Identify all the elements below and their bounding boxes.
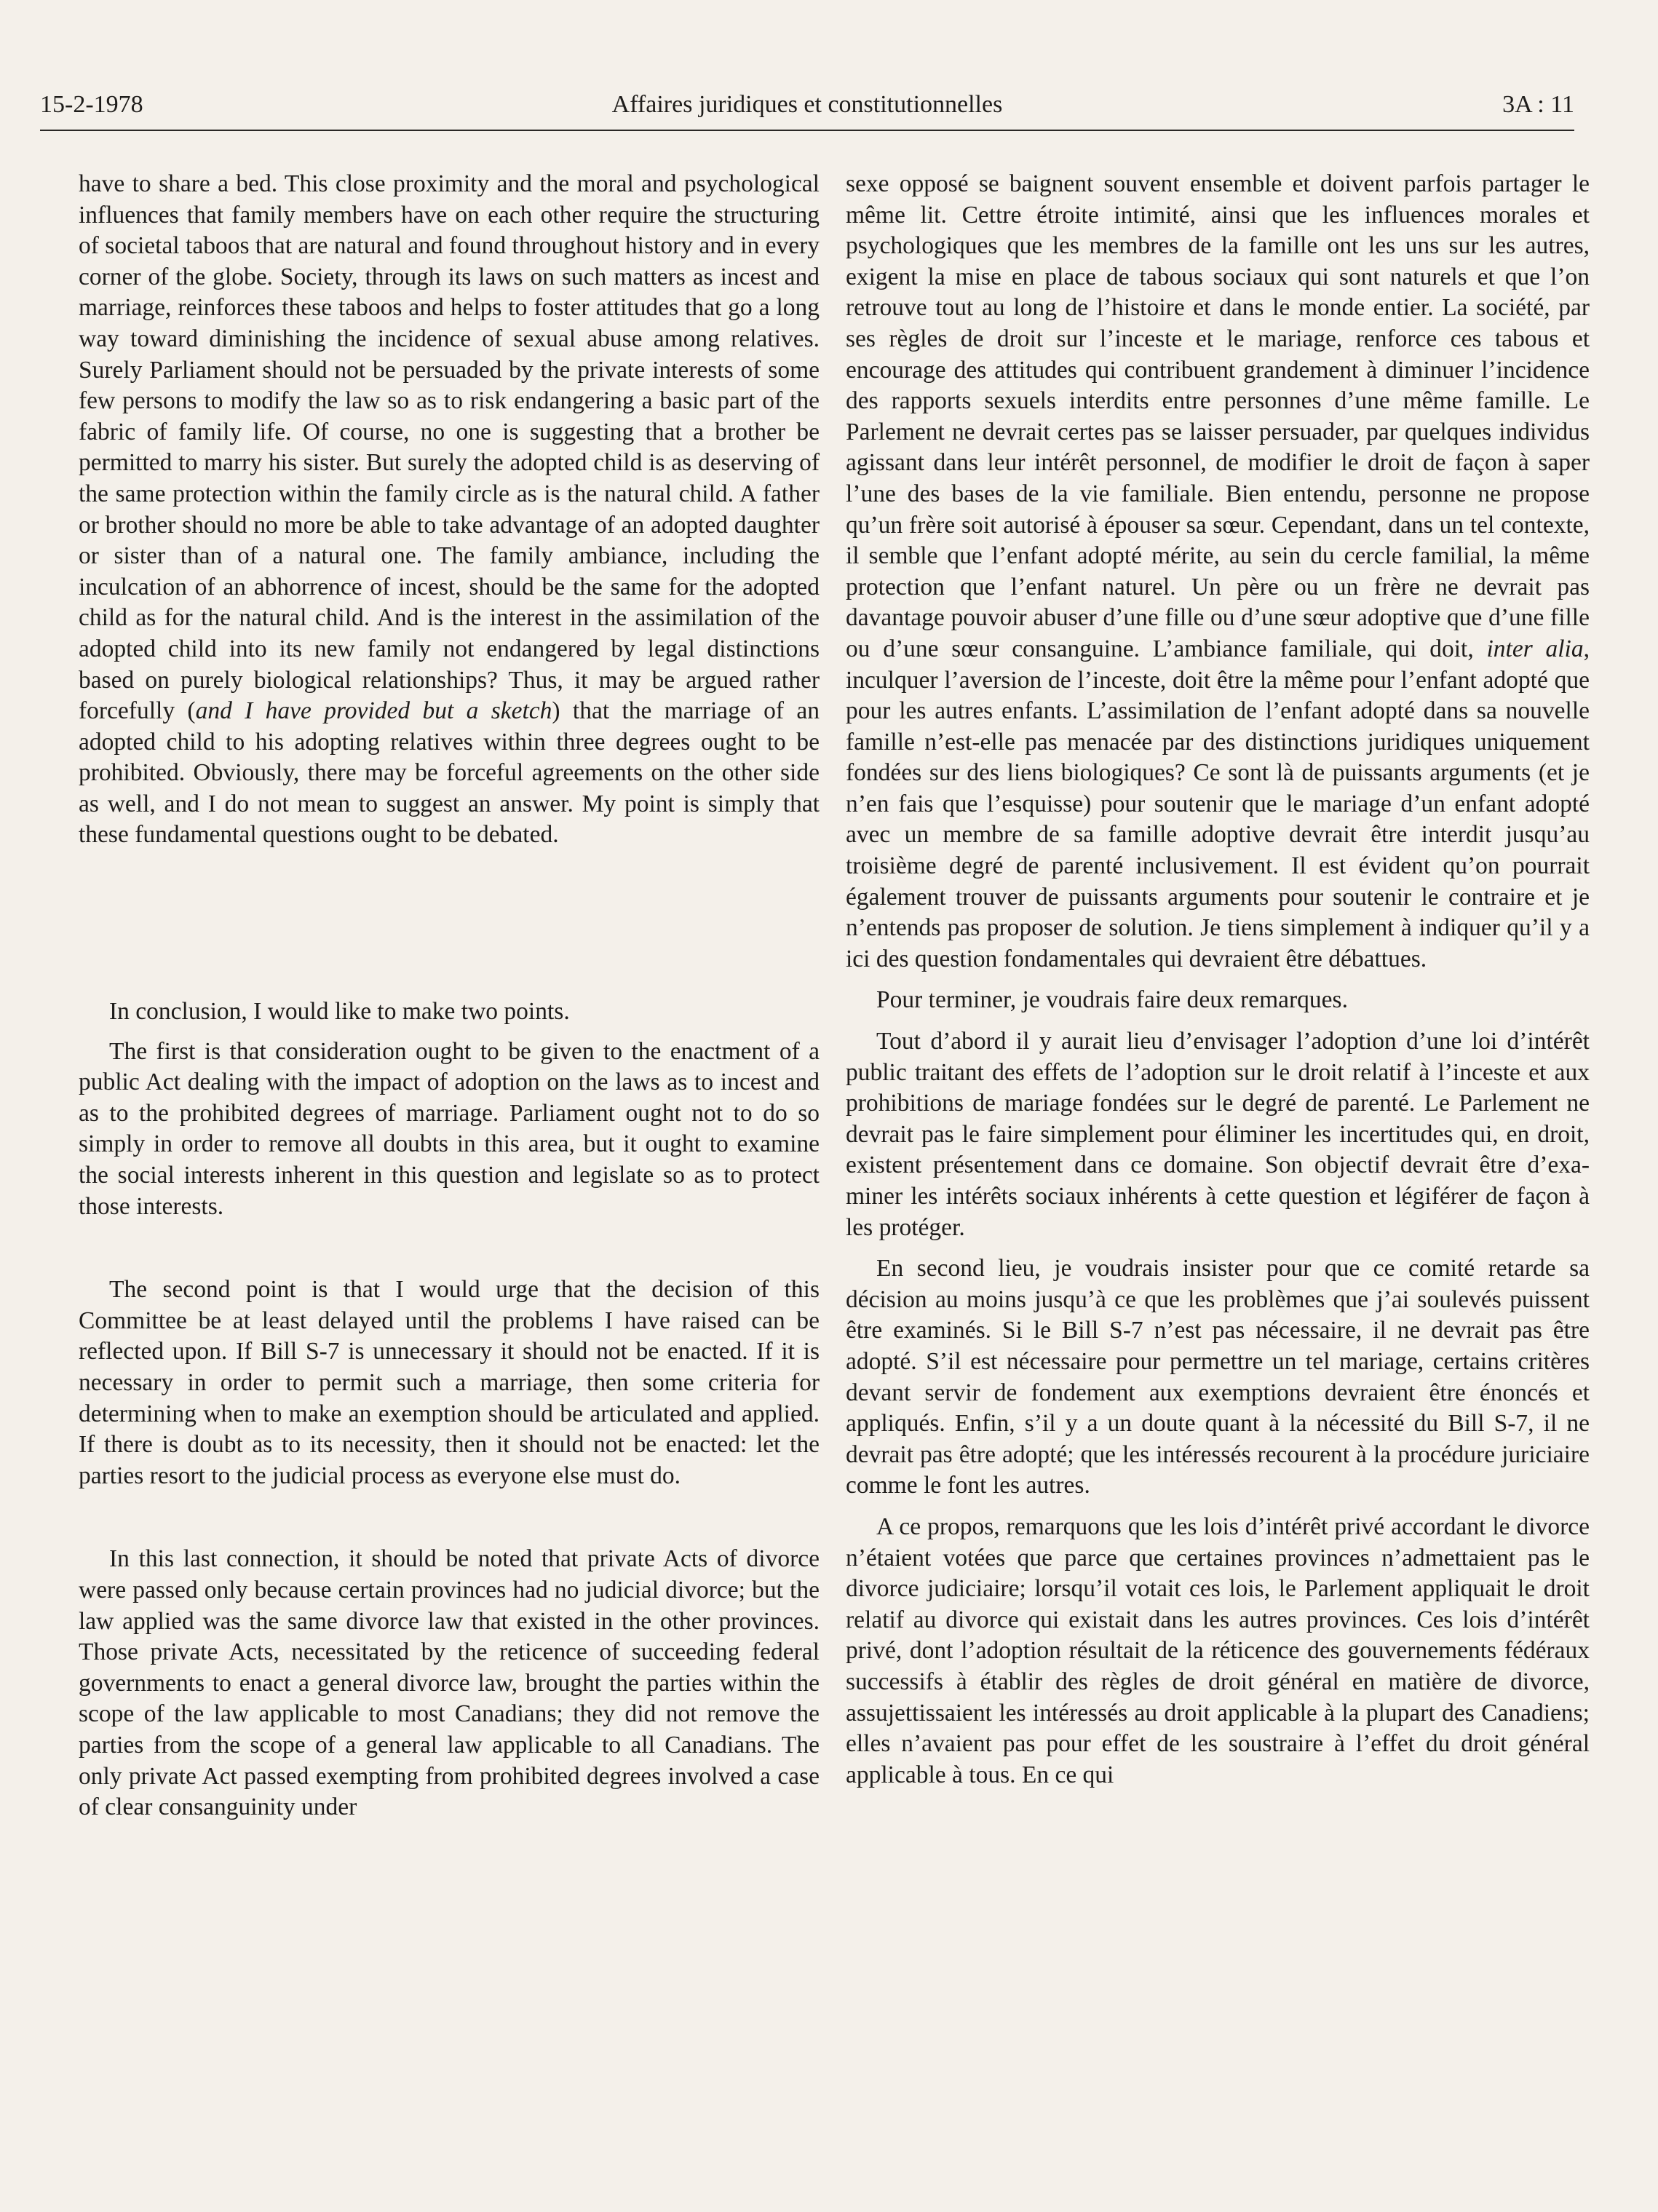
english-paragraph-5: In this last connection, it should be noted that private Acts of divorce were passed only because certain provinces had no judicial divorce; but the law applied was the same divorce law that existed in the other provinces. Those private Acts, necessitated by the reticence of succeeding federal governments to enact a general divorce law, brought the parties within the scope of the law applicable to most Canadians; they did not remove the parties from the scope of a general law applicable to all Canadians. The only private Act passed exempting from prohibited degrees involved a case of clear consanguinity under: [79, 1545, 820, 1821]
english-paragraph-1-text-b: ) that the marriage of an adopted child to his adopting relatives within three degrees ought to be prohibited. Obviously, there may be forceful agreements on the other side as well, and I do not mean to suggest an answer. My point is simply that these fundamental questions ought to be debated.: [79, 697, 820, 849]
header-page-number: 3A : 11: [1502, 91, 1574, 118]
english-paragraph-1-text-a: have to share a bed. This close proximity and the moral and psychological influences that family members have on each other require the structuring of societal taboos that are natural and found throughout history and in every corner of the globe. Society, through its laws on such matters as incest and marriage, reinforces these taboos and helps to foster attitudes that go a long way toward diminishing the incidence of sexual abuse among relatives. Surely Parliament should not be persuaded by the private interests of some few persons to modify the law so as to risk endangering a basic part of the fabric of family life. Of course, no one is suggesting that a brother be permitted to marry his sister. But surely the adopted child is as deserving of the same protection within the family circle as is the natural child. A father or brother should no more be able to take advantage of an adopted daughter or sister than of a natural one. The family ambiance, including the inculcation of an abhorrence of incest, should be the same for the adopted child as for the natural child. And is the interest in the assimilation of the adopted child into its new family not endangered by legal distinctions based on purely biological relationships? Thus, it may be argued rather forcefully (: [79, 170, 820, 725]
french-paragraph-3: Tout d’abord il y aurait lieu d’envisager l’adoption d’une loi d’intérêt public traitant des effets de l’adoption sur le droit relatif à l’inceste et aux prohibitions de mariage fondées sur le degré de parenté. Le Parlement ne devrait pas le faire simplement pour éliminer les incertitudes qui, en droit, existent présentement dans ce domaine. Son objectif devrait être d’examiner les intérêts sociaux inhérents à cette question et légiférer de façon à les protéger.: [846, 1028, 1590, 1241]
page-header: [40, 86, 1574, 124]
header-divider: [40, 130, 1574, 131]
english-paragraph-3: The first is that consideration ought to be given to the enactment of a public Act dealing with the impact of adoption on the laws as to incest and as to the prohibited degrees of marriage. Parliament ought not to do so simply in order to remove all doubts in this area, but it ought to examine the social interests inherent in this question and legislate so as to protect those interests.: [79, 1037, 820, 1220]
french-paragraph-1-text-a: sexe opposé se baignent souvent ensemble et doivent parfois partager le même lit. Cettre étroite intimité, ainsi que les influences morales et psychologiques que les membres de la famille ont les uns sur les autres, exigent la mise en place de tabous sociaux qui sont naturels et que l’on retrouve tout au long de l’histoire et dans le monde entier. La société, par ses règles de droit sur l’inceste et le mariage, renforce ces tabous et encourage des attitudes qui contribuent grandement à diminuer l’incidence des rapports sexuels interdits entre personnes d’une même famille. Le Parlement ne devrait certes pas se laisser persuader, par quelques individus agissant dans leur intérêt personnel, de modifier le droit de façon à saper l’une des bases de la vie familiale. Bien entendu, personne ne propose qu’un frère soit autorisé à épouser sa sœur. Cependant, dans un tel contexte, il semble que l’enfant adopté mérite, au sein du cercle familial, la même protection que l’enfant naturel. Un père ou un frère ne devrait pas davantage pouvoir abuser d’une fille ou d’une sœur adoptive que d’une fille ou d’une sœur consanguine. L’ambiance familiale, qui doit,: [846, 170, 1590, 662]
french-column: [846, 169, 1590, 1791]
english-paragraph-4: The second point is that I would urge that the decision of this Committee be at least delayed until the problems I have raised can be reflected upon. If Bill S-7 is unnecessary it should not be enacted. If it is necessary in order to permit such a marriage, then some criteria for determining when to make an exemption should be articulated and applied. If there is doubt as to its necessity, then it should not be enacted: let the parties resort to the judicial process as everyone else must do.: [79, 1276, 820, 1489]
french-paragraph-1-text-b: , inculquer l’aversion de l’inceste, doit être la même pour l’enfant adopté que pour les autres enfants. L’assimilation de l’enfant adopté dans sa nouvelle famille n’est-elle pas menacée par des distinctions juridiques uniquement fondées sur des liens biologiques? Ce sont là de puissants arguments (et je n’en fais que l’esquisse) pour soutenir que le mariage d’un enfant adopté avec un membre de sa famille adoptive devrait être interdit jusqu’au troisième degré de parenté inclusivement. Il est évident qu’on pourrait également trouver de puissants arguments pour soutenir le contraire et je n’entends pas proposer de solution. Je tiens simplement à indiquer qu’il y a ici des question fondamentales qui devraient être débattues.: [846, 635, 1590, 972]
french-paragraph-1: [846, 169, 1590, 975]
english-paragraph-2: In conclusion, I would like to make two points.: [109, 998, 570, 1026]
english-paragraph-1-italic: and I have provided but a sketch: [195, 697, 552, 725]
header-title: Affaires juridiques et constitutionnelles: [611, 91, 1003, 118]
english-paragraph-1: [79, 169, 820, 851]
french-paragraph-1-italic: inter alia: [1486, 635, 1584, 662]
french-paragraph-5: A ce propos, remarquons que les lois d’intérêt privé accordant le divorce n’étaient votées que parce que certaines provinces n’admettaient pas le divorce judiciaire; lorsqu’il votait ces lois, le Parlement appliquait le droit relatif au divorce qui existait dans les autres provinces. Ces lois d’intérêt privé, dont l’adoption résultait de la réticence des gouvernements fédéraux successifs à établir des règles de droit général en matière de divorce, assujettissaient les intéressés au droit applicable à la plupart des Canadiens; elles n’avaient pas pour effet de les soustraire à l’effet du droit général applicable à tous. En ce qui: [846, 1513, 1590, 1788]
english-column: [79, 169, 820, 1823]
header-date: 15-2-1978: [40, 91, 143, 118]
french-paragraph-4: En second lieu, je voudrais insister pour que ce comité retarde sa décision au moins jusqu’à ce que les problèmes que j’ai soulevés puissent être examinés. Si le Bill S-7 n’est pas nécessaire, il ne devrait pas être adopté. S’il est nécessaire pour permettre un tel mariage, certains critères devant servir de fondement aux exemptions devraient être énoncés et appliqués. Enfin, s’il y a un doute quant à la nécessité du Bill S-7, il ne devrait pas être adopté; que les intéressés recourent à la procédure juriciaire comme le font les autres.: [846, 1255, 1590, 1499]
french-paragraph-2: Pour terminer, je voudrais faire deux remarques.: [876, 986, 1348, 1014]
